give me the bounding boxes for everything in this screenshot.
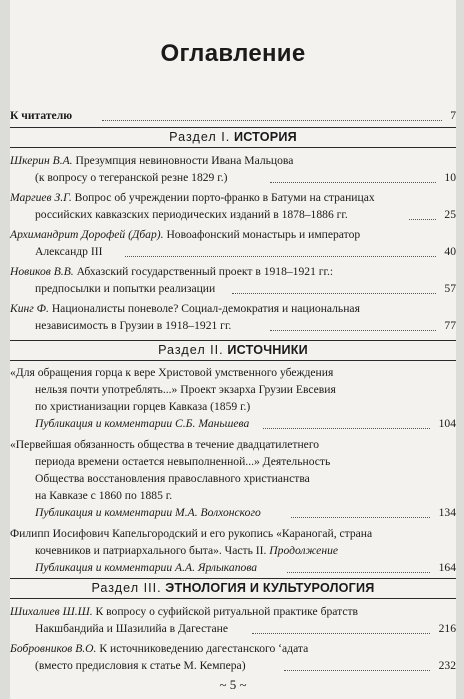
leader-dots: [270, 330, 436, 331]
toc-entry-label: К читателю: [10, 109, 73, 122]
toc-entry: [10, 227, 456, 243]
toc-entry: [10, 153, 456, 169]
toc-entry-title: Новоафонский монастырь и император: [166, 228, 361, 241]
toc-continuation: Продолжение: [269, 544, 339, 557]
toc-page-number: 216: [438, 622, 456, 635]
book-page: [10, 0, 456, 699]
section-rule: [10, 360, 456, 361]
leader-dots: [287, 572, 430, 573]
toc-entry-line: Общества восстановления православного христианства: [35, 472, 310, 485]
leader-dots: [409, 219, 436, 220]
leader-dots: [284, 670, 430, 671]
section-rule: [10, 147, 456, 148]
page-title: Оглавление: [160, 40, 306, 67]
toc-page-number: 25: [444, 208, 456, 221]
toc-entry-title: «Первейшая обязанность общества в течение двадцатилетнего: [10, 438, 320, 451]
toc-entry-line: предпосылки и попытки реализации 57: [35, 282, 456, 295]
toc-page-number: 77: [444, 319, 456, 332]
toc-author: Архимандрит Дорофей (Дбар).: [10, 228, 164, 241]
section-heading-2: Раздел II. ИСТОЧНИКИ: [158, 343, 308, 357]
toc-entry: [10, 301, 456, 317]
toc-entry-line: кочевников и патриархального быта». Часть II. Продолжение: [35, 544, 339, 557]
toc-page-number: 134: [438, 506, 456, 519]
toc-page-number: 104: [438, 417, 456, 430]
toc-author: Бобровников В.О.: [10, 642, 97, 655]
toc-entry-title: К вопросу о суфийской ритуальной практике братств: [95, 605, 359, 618]
toc-author: Шкерин В.А.: [10, 154, 73, 167]
toc-entry-title: Филипп Иосифович Капельгородский и его рукопись «Караногай, страна: [10, 527, 373, 540]
toc-author: Новиков В.В.: [10, 265, 74, 278]
leader-dots: [270, 182, 436, 183]
section-heading-3: Раздел III. ЭТНОЛОГИЯ И КУЛЬТУРОЛОГИЯ: [91, 581, 375, 595]
toc-entry: [10, 437, 456, 453]
section-rule: [10, 598, 456, 599]
toc-entry-title: Абхазский государственный проект в 1918–1921 гг.:: [76, 265, 334, 278]
toc-entry-title: К источниковедению дагестанского ‘адата: [99, 642, 309, 655]
toc-entry-title: Вопрос об учреждении порто-франко в Батуми на страницах: [74, 191, 375, 204]
toc-entry-line: (вместо предисловия к статье М. Кемпера) 232: [35, 659, 456, 672]
toc-entry-title: Националисты поневоле? Социал-демократия и национальная: [51, 302, 360, 315]
toc-entry-line: Накшбандийа и Шазилийа в Дагестане 216: [35, 622, 456, 635]
leader-dots: [263, 428, 430, 429]
toc-entry-line: периода времени остается невыполненной...» Деятельность: [35, 455, 331, 468]
toc-entry: [10, 641, 456, 657]
section-heading-1: Раздел I. ИСТОРИЯ: [169, 130, 297, 144]
toc-page-number: 10: [444, 171, 456, 184]
leader-dots: [291, 517, 430, 518]
toc-entry-line: (к вопросу о тегеранской резне 1829 г.) 10: [35, 171, 456, 184]
toc-page-number: 40: [444, 245, 456, 258]
toc-entry: [10, 604, 456, 620]
leader-dots: [252, 633, 430, 634]
toc-entry-preface: [10, 108, 456, 124]
leader-dots: [125, 256, 436, 257]
toc-entry-line: российских кавказских периодических изданий в 1878–1886 гг. 25: [35, 208, 456, 221]
toc-page-number: 7: [450, 109, 456, 122]
toc-credit: Публикация и комментарии С.Б. Маньшева: [35, 417, 250, 430]
toc-author: Кинг Ф.: [10, 302, 49, 315]
toc-entry-line: на Кавказе с 1860 по 1885 г.: [35, 489, 173, 502]
toc-author: Маргиев З.Г.: [10, 191, 72, 204]
toc-entry-title: Презумпция невиновности Ивана Мальцова: [75, 154, 294, 167]
toc-credit: Публикация и комментарии М.А. Волхонского: [35, 506, 261, 519]
toc-entry-line: Александр III 40: [35, 245, 456, 258]
toc-page-number: 164: [438, 561, 456, 574]
toc-author: Шихалиев Ш.Ш.: [10, 605, 93, 618]
toc-entry-line: [10, 416, 456, 432]
toc-entry: [10, 365, 456, 381]
leader-dots: [232, 293, 436, 294]
toc-entry-line: независимость в Грузии в 1918–1921 гг. 77: [35, 319, 456, 332]
toc-entry: [10, 526, 456, 542]
toc-entry-title: «Для обращения горца к вере Христовой умственного убеждения: [10, 366, 334, 379]
toc-entry: [10, 190, 456, 206]
toc-entry-line: нельзя почти употреблять...» Проект экзарха Грузии Евсевия: [35, 383, 336, 396]
toc-credit: Публикация и комментарии А.А. Ярлыкапова: [35, 561, 258, 574]
toc-page-number: 57: [444, 282, 456, 295]
toc-entry-line: [10, 560, 456, 576]
toc-page-number: 232: [438, 659, 456, 672]
toc-entry: [10, 264, 456, 280]
page-number: ~ 5 ~: [219, 677, 247, 692]
toc-entry-line: [10, 505, 456, 521]
toc-entry-line: по христианизации горцев Кавказа (1859 г.): [35, 400, 251, 413]
leader-dots: [102, 120, 442, 121]
